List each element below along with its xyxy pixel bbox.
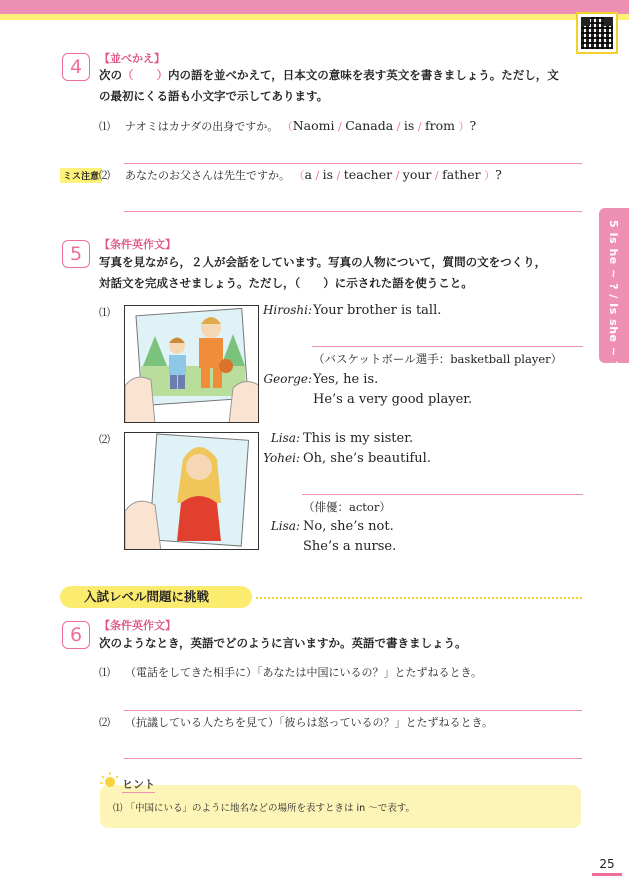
hint-text: ⑴ 「中国にいる」のように地名などの場所を表すときは in ～で表す。 <box>113 803 415 814</box>
section-6-question-1: ⑴ （電話をしてきた相手に）「あなたは中国にいるの？」とたずねるとき。 <box>99 666 483 679</box>
speaker-hiroshi: Hiroshi: <box>262 303 312 317</box>
section-4-answer-line-1[interactable] <box>124 163 582 164</box>
section-5-question-1-number: ⑴ <box>99 306 110 319</box>
section-5-question-2-number: ⑵ <box>99 433 110 446</box>
section-6-number: 6 <box>62 621 90 649</box>
section-6-question-2: ⑵ （抗議している人たちを見て）「彼らは怒っているの？」とたずねるとき。 <box>99 716 494 729</box>
section-6-tag: 【条件英作文】 <box>99 619 176 632</box>
section-6-answer-line-1[interactable] <box>124 710 582 711</box>
dialog-line: This is my sister. <box>303 431 414 446</box>
speaker-lisa: Lisa: <box>270 431 300 445</box>
section-5-number: 5 <box>62 240 90 268</box>
vocab-hint: （俳優：actor） <box>303 500 391 514</box>
lightbulb-icon <box>100 772 120 792</box>
photo-sister-image <box>124 432 259 550</box>
section-6-answer-line-2[interactable] <box>124 758 582 759</box>
banner-divider <box>256 597 582 599</box>
vocab-hint: （バスケットボール選手：basketball player） <box>313 352 563 366</box>
section-5-answer-line-2[interactable] <box>302 494 583 495</box>
section-5-instruction: 写真を見ながら，２人が会話をしています。写真の人物について，質問の文をつくり， 対話文を完成させましょう。ただし，（ ）に示された語を使うこと。 <box>99 255 547 290</box>
section-5-tag: 【条件英作文】 <box>99 238 176 251</box>
chapter-side-tab[interactable] <box>599 208 629 368</box>
section-6-instruction: 次のようなとき，英語でどのように言いますか。英語で書きましょう。 <box>99 636 467 650</box>
speaker-yohei: Yohei: <box>263 451 300 465</box>
dialog-line: Your brother is tall. <box>313 303 442 318</box>
caution-badge: ミス注意 <box>60 168 102 183</box>
top-color-bar <box>0 0 629 14</box>
speaker-george: George: <box>263 372 312 386</box>
section-4-instruction: 次の（ ）内の語を並べかえて，日本文の意味を表す英文を書きましょう。ただし，文 の最初にくる語も小文字で示してあります。 <box>99 68 559 103</box>
chapter-side-tab-label: 5 Is he ~ ? / Is she ~ ? <box>607 220 620 368</box>
dialog-line: Yes, he is. <box>313 372 379 387</box>
section-4-number: 4 <box>62 53 90 81</box>
speaker-lisa: Lisa: <box>270 519 300 533</box>
section-5-answer-line-1[interactable] <box>312 346 583 347</box>
challenge-banner: 入試レベル問題に挑戦 <box>60 586 252 608</box>
top-yellow-stripe <box>0 14 629 20</box>
section-4-question-2: ⑵ あなたのお父さんは先生ですか。 （a / is / teacher / your / father ）? <box>99 167 502 182</box>
section-4-question-1: ⑴ ナオミはカナダの出身ですか。 （Naomi / Canada / is / from ）? <box>99 118 477 133</box>
photo-brothers-image <box>124 305 259 423</box>
section-4-answer-line-2[interactable] <box>124 211 582 212</box>
dialog-line: He’s a very good player. <box>313 392 473 407</box>
qr-code-icon[interactable] <box>576 12 618 54</box>
hint-title: ヒント <box>122 778 155 791</box>
dialog-line: No, she’s not. <box>303 519 394 534</box>
dialog-line: Oh, she’s beautiful. <box>303 451 431 466</box>
page-number: 25 <box>592 857 622 876</box>
dialog-line: She’s a nurse. <box>303 539 397 554</box>
section-4-tag: 【並べかえ】 <box>99 52 165 65</box>
